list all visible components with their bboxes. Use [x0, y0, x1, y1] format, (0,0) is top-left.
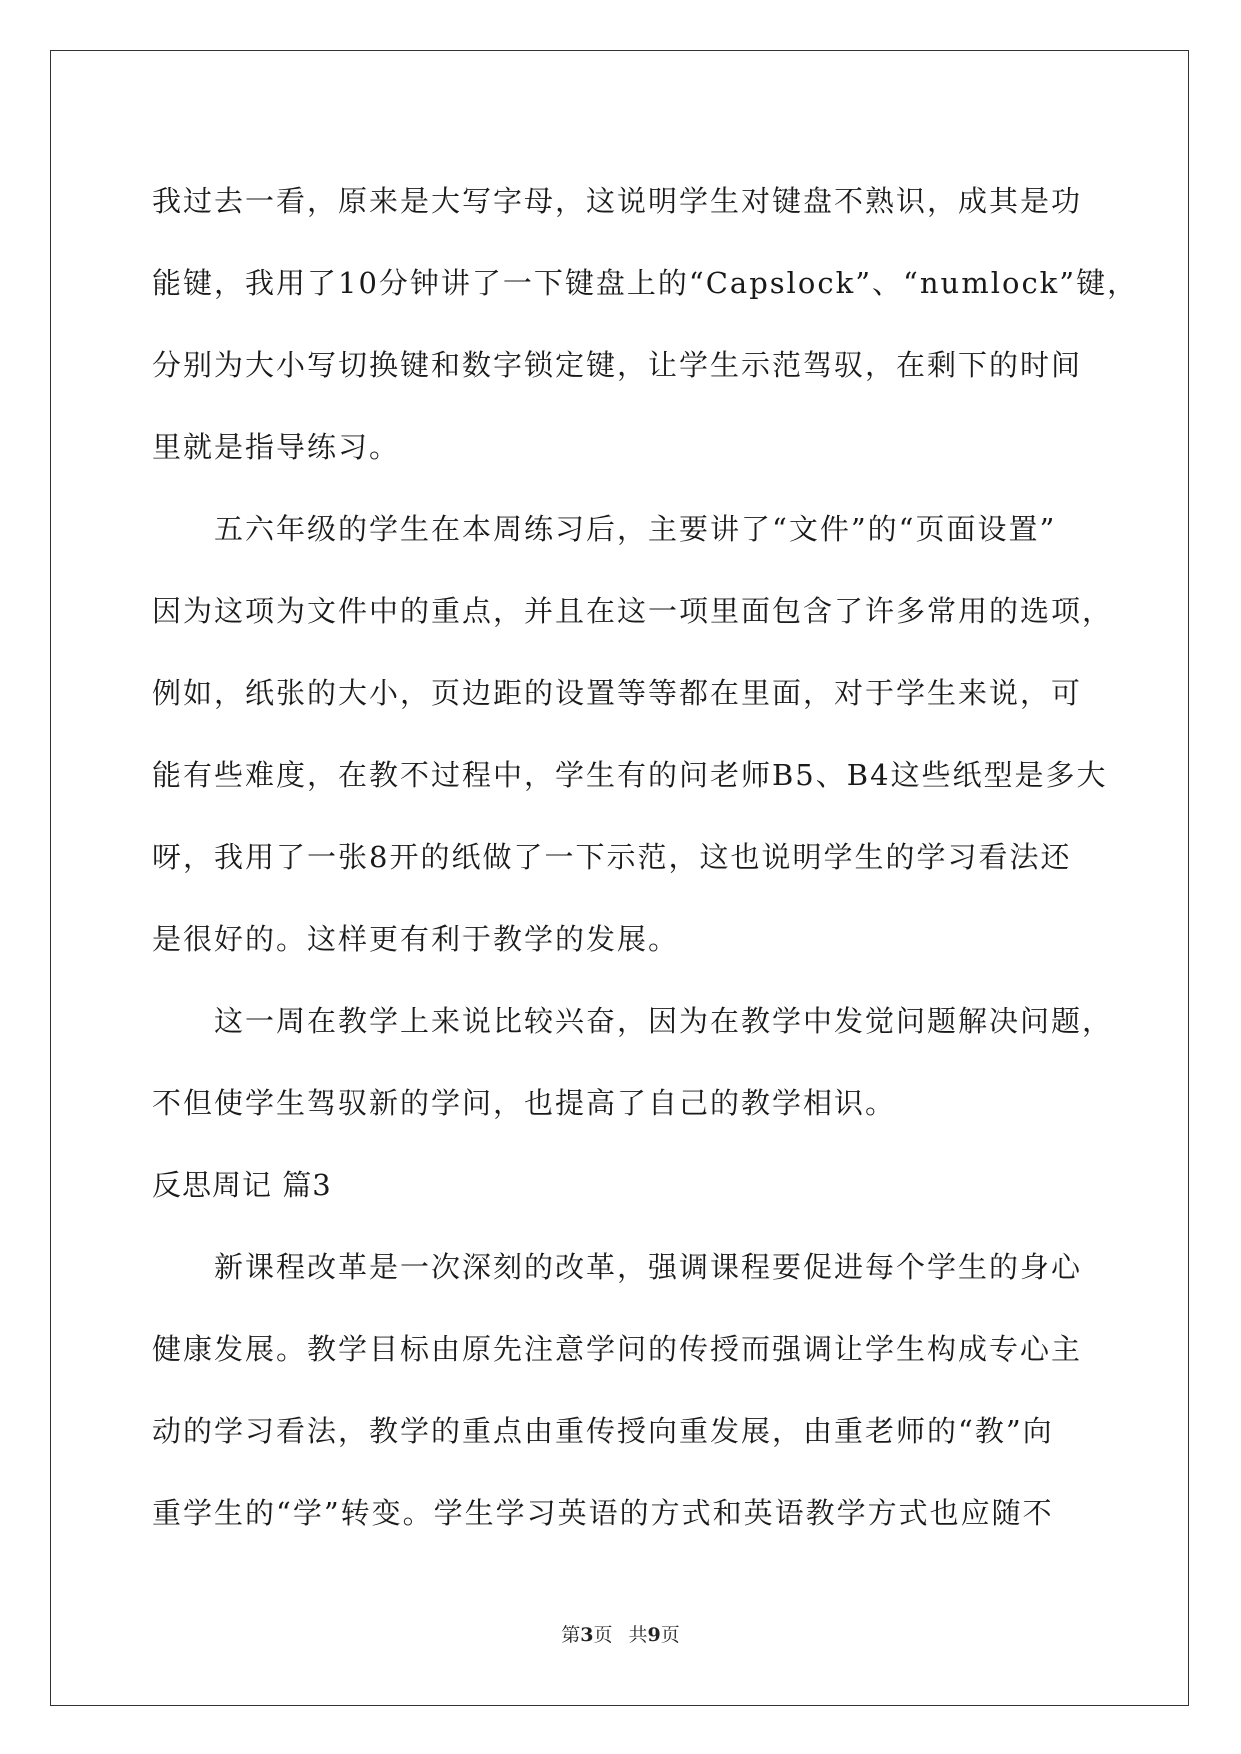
paragraph-2 — [152, 488, 1114, 980]
paragraph-1 — [152, 160, 1139, 488]
footer-page-word: 页 — [593, 1624, 613, 1646]
footer-prefix: 第 — [561, 1624, 581, 1646]
section-heading: 反思周记 篇3 — [152, 1168, 332, 1202]
footer-total-word: 页 — [660, 1624, 680, 1646]
paragraph-line: 能有些难度，在教不过程中，学生有的问老师B5、B4这些纸型是多大 — [152, 758, 1108, 792]
paragraph-line: 我过去一看，原来是大写字母，这说明学生对键盘不熟识，成其是功 — [152, 184, 1083, 218]
current-page-number: 3 — [580, 1624, 594, 1646]
footer-total-prefix: 共 — [628, 1624, 648, 1646]
total-pages-number: 9 — [647, 1624, 661, 1646]
paragraph-line: 呀，我用了一张8开的纸做了一下示范，这也说明学生的学习看法还 — [152, 840, 1072, 874]
paragraph-line: 能键，我用了10分钟讲了一下键盘上的“Capslock”、“numlock”键， — [152, 266, 1139, 300]
paragraph-line: 动的学习看法，教学的重点由重传授向重发展，由重老师的“教”向 — [152, 1414, 1054, 1448]
paragraph-3 — [152, 980, 1114, 1144]
paragraph-line: 是很好的。这样更有利于教学的发展。 — [152, 922, 680, 956]
paragraph-line: 这一周在教学上来说比较兴奋，因为在教学中发觉问题解决问题， — [214, 1004, 1114, 1038]
paragraph-line: 里就是指导练习。 — [152, 430, 401, 464]
paragraph-line: 五六年级的学生在本周练习后，主要讲了“文件”的“页面设置” — [214, 512, 1057, 546]
paragraph-line: 重学生的“学”转变。学生学习英语的方式和英语教学方式也应随不 — [152, 1496, 1054, 1530]
paragraph-line: 不但使学生驾驭新的学问，也提高了自己的教学相识。 — [152, 1086, 897, 1120]
document-body — [152, 160, 1139, 1554]
paragraph-line: 新课程改革是一次深刻的改革，强调课程要促进每个学生的身心 — [214, 1250, 1083, 1284]
page-footer — [0, 1620, 1241, 1647]
paragraph-4 — [152, 1226, 1092, 1554]
paragraph-line: 例如，纸张的大小，页边距的设置等等都在里面，对于学生来说，可 — [152, 676, 1083, 710]
paragraph-line: 分别为大小写切换键和数字锁定键，让学生示范驾驭，在剩下的时间 — [152, 348, 1083, 382]
paragraph-line: 健康发展。教学目标由原先注意学问的传授而强调让学生构成专心主 — [152, 1332, 1083, 1366]
paragraph-line: 因为这项为文件中的重点，并且在这一项里面包含了许多常用的选项， — [152, 594, 1114, 628]
